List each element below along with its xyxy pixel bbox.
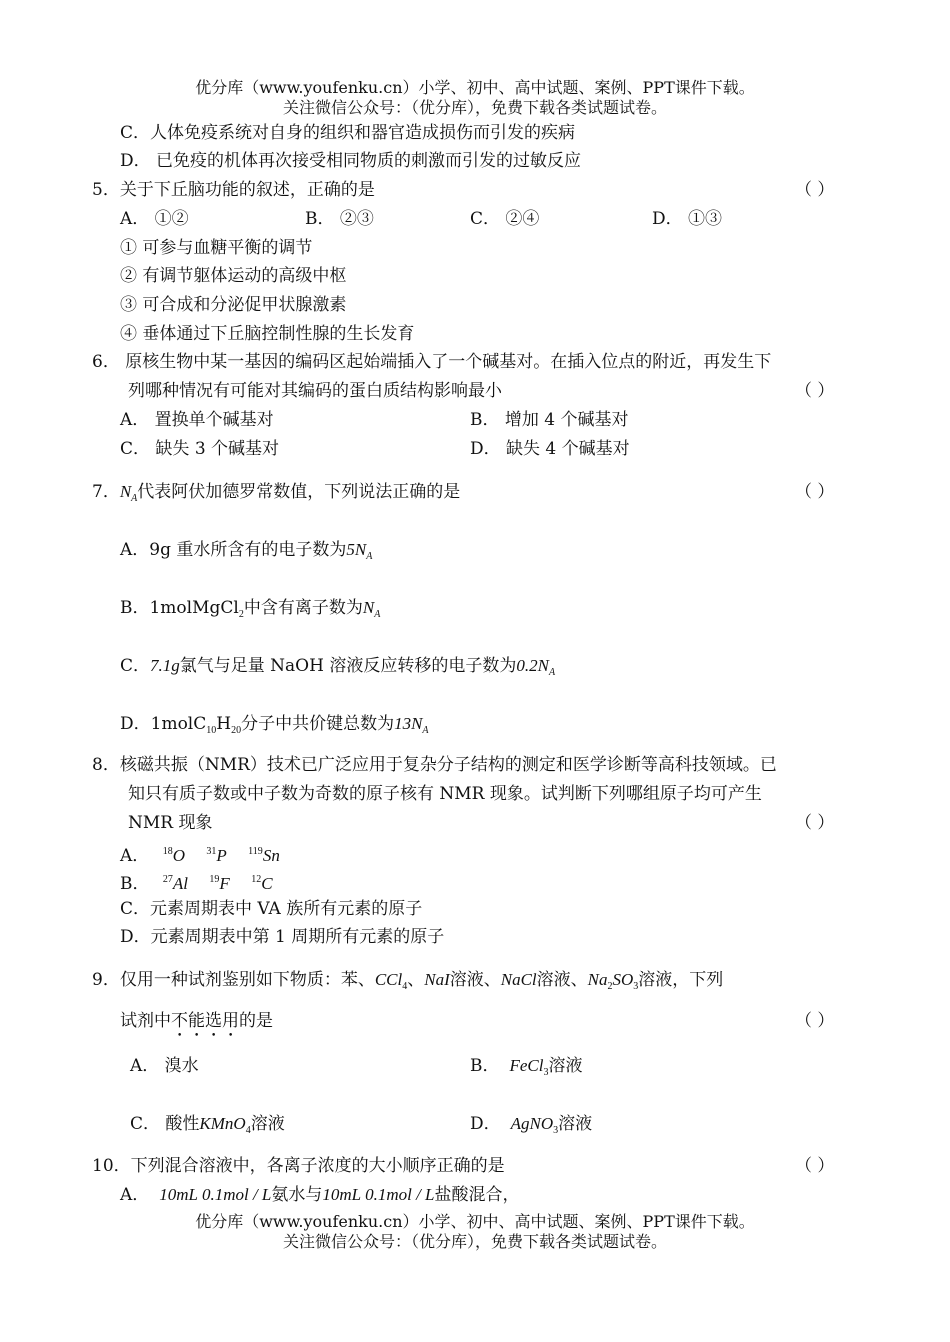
q10-stem: 10．下列混合溶液中，各离子浓度的大小顺序正确的是 [92,1156,505,1176]
mass-number: 119 [248,846,263,857]
q7-option-b-text: B．1molMgCl [120,598,239,618]
subscript: 4 [245,1125,251,1136]
header-line-2: 关注微信公众号：（优分库），免费下载各类试题试卷。 [282,98,667,117]
q7-option-a-text: A．9g 重水所含有的电子数为 [120,540,347,560]
q9-text: 试剂中 [120,1011,171,1031]
atom-o18 [163,846,185,866]
footer-line-2: 关注微信公众号：（优分库），免费下载各类试题试卷。 [282,1232,667,1251]
na-subscript: A [131,493,138,504]
formula-kmno4: KMnO [199,1114,246,1133]
na-symbol: N [362,598,375,617]
q9-text: 溶液，下列 [638,970,724,990]
q6-answer-paren: （ ） [795,381,835,401]
q10-option-a-value-2: 10mL 0.1mol / L [322,1185,435,1204]
q7-option-b [120,597,380,626]
separator: 、 [407,970,425,990]
q5-item-3: ③ 可合成和分泌促甲状腺激素 [120,295,347,315]
q7-option-d-text: D．1molC [120,714,207,734]
q5-option-d: D． ①③ [652,209,723,229]
element-symbol: O [172,846,185,865]
q8-stem-line-1: 8．核磁共振（NMR）技术已广泛应用于复杂分子结构的测定和医学诊断等高科技领域。已 [92,755,777,775]
mass-number: 12 [251,874,262,885]
q10-option-a-mid: 氨水与 [271,1185,323,1205]
q9-stem-line-1 [92,969,723,998]
q9-option-c [130,1113,285,1142]
atom-c12 [251,874,272,894]
na-subscript: A [366,551,373,562]
atom-p31 [206,846,226,866]
q9-stem-line-2 [120,1010,273,1041]
q9-option-b-label: B． [470,1056,500,1076]
q5-item-2: ② 有调节躯体运动的高级中枢 [120,266,347,286]
q9-option-b [470,1055,583,1084]
element-symbol: P [216,846,227,865]
na-subscript: A [548,667,556,678]
q10-option-a-value-1: 10mL 0.1mol / L [159,1185,272,1204]
q6-stem-line-1: 6． 原核生物中某一基因的编码区起始端插入了一个碱基对。在插入位点的附近，再发生下 [92,352,772,372]
q5-answer-paren: （ ） [795,180,835,200]
atom-sn119 [248,846,280,866]
subscript: 3 [633,981,639,992]
q7-option-b-subscript: 2 [238,609,244,620]
atom-f19 [209,874,229,894]
q7-stem [92,481,460,510]
q6-option-c: C． 缺失 3 个碱基对 [120,439,280,459]
q7-number: 7． [92,482,120,502]
element-symbol: F [219,874,230,893]
q9-option-c-label: C． 酸性 [130,1114,200,1134]
q7-option-d-sub-1: 10 [206,725,217,736]
mass-number: 31 [206,846,217,857]
q7-option-c-label: C． [120,656,151,676]
q7-option-c [120,655,555,684]
q8-option-d: D．元素周期表中第 1 周期所有元素的原子 [120,927,445,947]
na-subscript: A [422,725,429,736]
element-symbol: Sn [262,846,280,865]
formula-ccl4: CCl [374,970,403,989]
q8-option-c: C．元素周期表中 VA 族所有元素的原子 [120,899,423,919]
atom-al27 [163,874,188,894]
q7-option-c-value-2: 0.2N [516,656,549,675]
q4-option-d: D． 已免疫的机体再次接受相同物质的刺激而引发的过敏反应 [120,151,582,171]
subscript: 2 [607,981,613,992]
q6-stem-line-2: 列哪种情况有可能对其编码的蛋白质结构影响最小 [128,381,502,401]
formula-na: Na [587,970,608,989]
q9-text: 的是 [239,1011,273,1031]
q5-option-c: C． ②④ [470,209,540,229]
formula-agno3: AgNO [510,1114,554,1133]
q9-stem-text: 9．仅用一种试剂鉴别如下物质：苯、 [92,970,375,990]
q7-option-b-mid: 中含有离子数为 [243,598,363,618]
q9-option-c-text: 溶液 [250,1114,285,1134]
na-subscript: A [374,609,381,620]
q7-option-d-value: 13N [394,714,423,733]
q5-item-1: ① 可参与血糖平衡的调节 [120,238,313,258]
q10-option-a [120,1184,520,1206]
footer-line-1: 优分库（www.youfenku.cn）小学、初中、高中试题、案例、PPT课件下载。 [195,1212,755,1231]
q7-option-a-value: 5N [346,540,367,559]
q7-option-c-value: 7.1g [150,656,180,675]
q8-answer-paren: （ ） [795,813,835,833]
subscript: 4 [402,981,408,992]
formula-nai: NaI [424,970,450,989]
q9-text: 溶液、 [536,970,588,990]
q9-option-d-text: 溶液 [558,1114,593,1134]
q7-option-d [120,713,429,742]
header-line-1: 优分库（www.youfenku.cn）小学、初中、高中试题、案例、PPT课件下载。 [195,78,755,97]
mass-number: 27 [162,874,173,885]
formula-nacl: NaCl [500,970,537,989]
formula-so: SO [612,970,634,989]
q5-option-a: A． ①② [120,209,189,229]
q8-option-b [120,869,273,895]
q5-stem: 5．关于下丘脑功能的叙述，正确的是 [92,180,375,200]
q7-option-a [120,539,372,568]
q9-answer-paren: （ ） [795,1011,835,1031]
element-symbol: Al [172,874,189,893]
q9-option-d-label: D． [470,1114,501,1134]
emphasis-text: 不能选用 [171,1011,239,1031]
subscript: 3 [543,1067,549,1078]
element-symbol: C [261,874,273,893]
q7-answer-paren: （ ） [795,482,835,502]
q8-option-a [120,841,280,867]
q9-option-d [470,1113,592,1142]
q10-option-a-end: 盐酸混合， [434,1185,520,1205]
q7-option-c-mid: 氯气与足量 NaOH 溶液反应转移的电子数为 [179,656,517,676]
q4-option-c: C．人体免疫系统对自身的组织和器官造成损伤而引发的疾病 [120,123,576,143]
q8-option-b-label: B． [120,874,150,894]
q8-stem-line-2: 知只有质子数或中子数为奇数的原子核有 NMR 现象。试判断下列哪组原子均可产生 [128,784,762,804]
q10-answer-paren: （ ） [795,1156,835,1176]
q8-option-a-label: A． [120,846,150,866]
q8-stem-line-3: NMR 现象 [128,813,213,833]
q9-option-a: A． 溴水 [130,1056,199,1076]
na-symbol: N [119,482,132,501]
q9-option-b-text: 溶液 [548,1056,583,1076]
q5-item-4: ④ 垂体通过下丘脑控制性腺的生长发育 [120,324,415,344]
q7-option-d-h: H [216,714,232,734]
q10-option-a-label: A． [120,1185,150,1205]
q6-option-a: A． 置换单个碱基对 [120,410,274,430]
q7-option-d-sub-2: 20 [231,725,242,736]
q5-option-b: B． ②③ [305,209,374,229]
q7-option-d-mid: 分子中共价键总数为 [241,714,395,734]
q9-text: 溶液、 [449,970,501,990]
q7-stem-text: 代表阿伏加德罗常数值，下列说法正确的是 [137,482,461,502]
mass-number: 18 [162,846,173,857]
mass-number: 19 [209,874,220,885]
formula-fecl3: FeCl [509,1056,544,1075]
subscript: 3 [553,1125,559,1136]
q6-option-d: D． 缺失 4 个碱基对 [470,439,630,459]
q6-option-b: B． 增加 4 个碱基对 [470,410,629,430]
